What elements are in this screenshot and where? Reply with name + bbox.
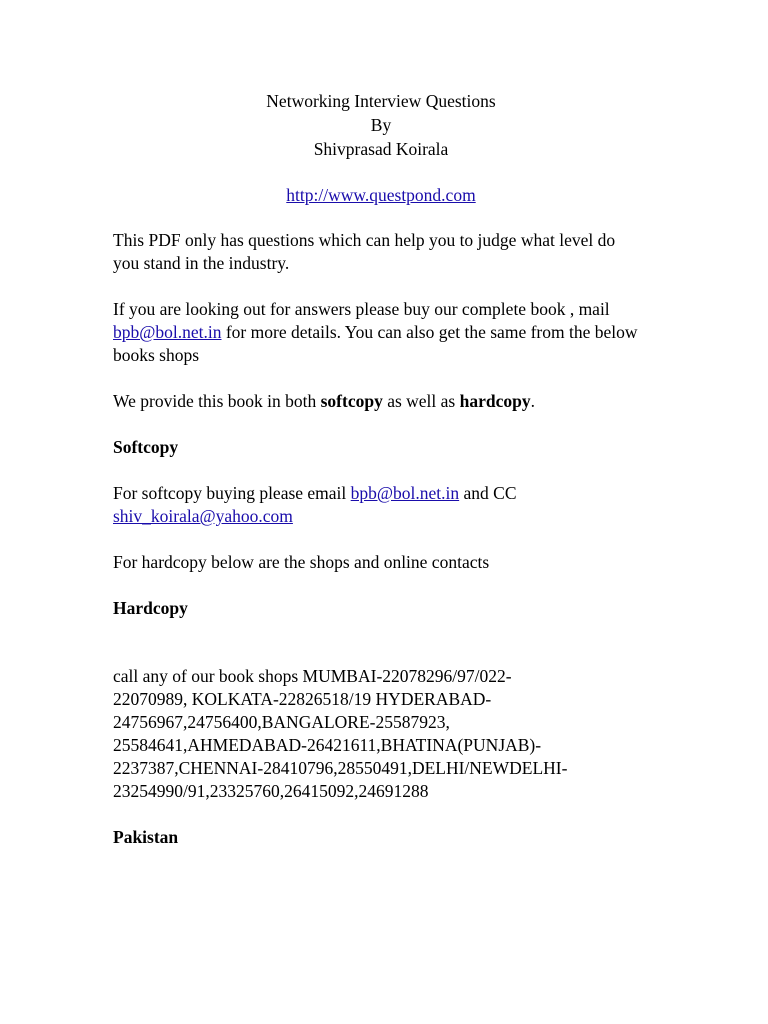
hardcopy-heading: Hardcopy: [113, 598, 188, 618]
softcopy-paragraph: [113, 482, 673, 528]
softcopy-prefix: For softcopy buying please email: [113, 483, 351, 503]
document-title: Networking Interview Questions: [266, 91, 496, 111]
by-line: By: [370, 115, 392, 135]
hardcopy-intro-paragraph: For hardcopy below are the shops and online contacts: [113, 552, 490, 572]
contacts-line: 22070989, KOLKATA-22826518/19 HYDERABAD-: [113, 689, 492, 709]
answers-suffix: for more details. You can also get the same from the below books shops: [113, 322, 638, 365]
contacts-line: 2237387,CHENNAI-28410796,28550491,DELHI/NEWDELHI-: [113, 758, 568, 778]
title-block: [113, 89, 649, 207]
softcopy-heading: Softcopy: [113, 437, 179, 457]
document-page: [113, 89, 673, 849]
softcopy-email-link[interactable]: bpb@bol.net.in: [350, 483, 460, 503]
contacts-line: call any of our book shops MUMBAI-22078296/97/022-: [113, 666, 512, 686]
contacts-line: 24756967,24756400,BANGALORE-25587923,: [113, 712, 450, 732]
author-name: Shivprasad Koirala: [313, 139, 449, 159]
cc-email-link[interactable]: shiv_koirala@yahoo.com: [113, 506, 293, 526]
answers-prefix: If you are looking out for answers please buy our complete book , mail: [113, 299, 610, 319]
softcopy-bold: softcopy: [320, 391, 383, 411]
bookshop-contacts: [113, 665, 673, 803]
contacts-line: 23254990/91,23325760,26415092,24691288: [113, 781, 429, 801]
provide-middle: as well as: [382, 391, 460, 411]
softcopy-middle: and CC: [459, 483, 517, 503]
bpb-email-link[interactable]: bpb@bol.net.in: [113, 322, 222, 342]
intro-paragraph: This PDF only has questions which can help you to judge what level do you stand in the industry.: [113, 230, 616, 273]
provide-paragraph: [113, 390, 673, 413]
contacts-line: 25584641,AHMEDABAD-26421611,BHATINA(PUNJAB)-: [113, 735, 542, 755]
website-link[interactable]: http://www.questpond.com: [286, 185, 476, 205]
hardcopy-bold: hardcopy: [459, 391, 531, 411]
provide-suffix: .: [530, 391, 535, 411]
answers-paragraph: [113, 298, 643, 367]
pakistan-heading: Pakistan: [113, 827, 179, 847]
provide-prefix: We provide this book in both: [113, 391, 321, 411]
